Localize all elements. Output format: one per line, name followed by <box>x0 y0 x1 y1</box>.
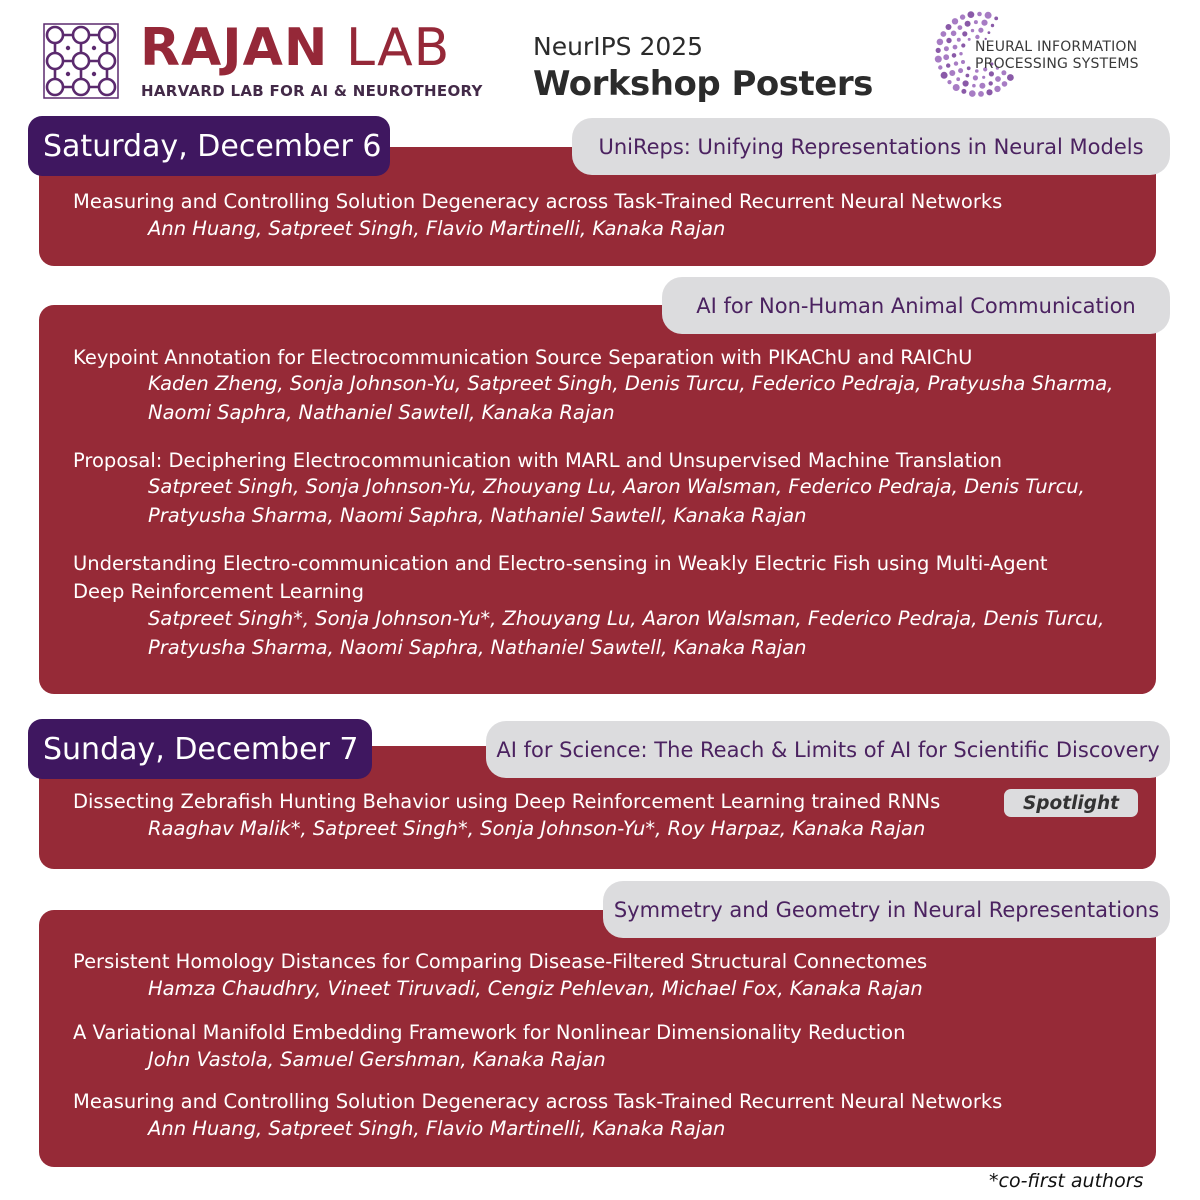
neurips-logo-dot <box>994 17 998 21</box>
neurips-logo-dot <box>977 12 982 17</box>
neurips-logo-dot <box>938 65 942 69</box>
day-label-saturday: Saturday, December 6 <box>28 116 390 176</box>
neurips-logo-dot <box>936 48 941 53</box>
paper-authors: Raaghav Malik*, Satpreet Singh*, Sonja Johnson-Yu*, Roy Harpaz, Kanaka Rajan <box>148 817 926 840</box>
neurips-logo-dot <box>954 61 958 65</box>
neurips-logo-dot <box>963 80 969 86</box>
day-label-sunday: Sunday, December 7 <box>28 719 372 779</box>
neurips-logo-dot <box>989 81 993 85</box>
spotlight-badge: Spotlight <box>1004 789 1138 817</box>
neurips-logo-dot <box>946 38 951 43</box>
paper-authors: Satpreet Singh, Sonja Johnson-Yu, Zhouyang Lu, Aaron Walsman, Federico Pedraja, Denis Turcu, <box>148 475 1085 498</box>
neurips-logo-dot <box>991 24 994 27</box>
neurips-logo-dot <box>951 31 957 37</box>
paper-authors: Ann Huang, Satpreet Singh, Flavio Martinelli, Kanaka Rajan <box>148 217 726 240</box>
paper-title: Dissecting Zebrafish Hunting Behavior using Deep Reinforcement Learning trained RNNs <box>73 790 941 813</box>
neurips-logo-dot <box>973 75 978 80</box>
workshop-name-animal-communication: AI for Non-Human Animal Communication <box>662 277 1170 334</box>
workshop-name-unireps: UniReps: Unifying Representations in Neural Models <box>572 118 1170 175</box>
neurips-logo-dot <box>959 52 962 55</box>
neurips-logo-dot <box>981 20 987 26</box>
neurips-logo-dot <box>937 39 944 46</box>
neurips-logo-dot <box>969 90 976 97</box>
neurips-logo-dot <box>952 18 958 24</box>
neurips-logo-dot <box>988 31 991 34</box>
neurips-logo-dot <box>965 21 971 27</box>
lab-subtitle: HARVARD LAB FOR AI & NEUROTHEORY <box>141 82 483 100</box>
neurips-logo-dot <box>935 56 942 63</box>
neurips-logo-dot <box>949 70 955 76</box>
neurips-logo-dot <box>957 38 961 42</box>
neurips-logo-dot <box>986 89 992 95</box>
neurips-logo-dot <box>994 86 1000 92</box>
paper-authors: Pratyusha Sharma, Naomi Saphra, Nathaniel Sawtell, Kanaka Rajan <box>148 504 807 527</box>
neurips-logo-dot <box>1007 74 1014 81</box>
neurips-logo-dot <box>966 74 970 78</box>
neurips-logo-dot <box>953 45 958 50</box>
neurips-line-2: PROCESSING SYSTEMS <box>975 56 1139 72</box>
neurips-logo-dot <box>978 91 984 97</box>
neurips-logo-dot <box>979 83 985 89</box>
paper-title: A Variational Manifold Embedding Framework for Nonlinear Dimensionality Reduction <box>73 1021 906 1044</box>
paper-title: Deep Reinforcement Learning <box>73 580 364 603</box>
paper-authors: Naomi Saphra, Nathaniel Sawtell, Kanaka Rajan <box>148 401 615 424</box>
lab-name <box>140 18 450 78</box>
neurips-logo-dot <box>958 68 963 73</box>
neurips-logo-dot <box>961 89 966 94</box>
lab-name-light: LAB <box>345 18 451 78</box>
neurips-logo-dot <box>946 63 950 67</box>
rajan-lab-logo-icon <box>42 22 120 100</box>
neurips-logo-dot <box>943 54 949 60</box>
neurips-logo-dot <box>967 66 971 70</box>
neurips-logo-dot <box>941 31 947 37</box>
lab-name-bold: RAJAN <box>140 18 329 78</box>
co-first-authors-footnote: *co-first authors <box>989 1170 1144 1192</box>
neurips-logo-dot <box>982 76 985 79</box>
neurips-logo-dot <box>941 72 948 79</box>
paper-title: Persistent Homology Distances for Comparing Disease-Filtered Structural Connectomes <box>73 950 928 973</box>
neurips-logo-dot <box>961 43 965 47</box>
paper-authors: Ann Huang, Satpreet Singh, Flavio Martinelli, Kanaka Rajan <box>148 1117 726 1140</box>
paper-authors: Satpreet Singh*, Sonja Johnson-Yu*, Zhouyang Lu, Aaron Walsman, Federico Pedraja, Denis Turcu, <box>148 607 1105 630</box>
neurips-logo-dot <box>1002 81 1008 87</box>
neurips-wordmark <box>975 39 1139 73</box>
neurips-logo-dot <box>995 76 1001 82</box>
paper-title: Proposal: Deciphering Electrocommunication with MARL and Unsupervised Machine Translation <box>73 449 1002 472</box>
paper-authors: Hamza Chaudhry, Vineet Tiruvadi, Cengiz Pehlevan, Michael Fox, Kanaka Rajan <box>148 977 923 1000</box>
paper-authors: Kaden Zheng, Sonja Johnson-Yu, Satpreet Singh, Denis Turcu, Federico Pedraja, Pratyusha Sharma, <box>148 372 1114 395</box>
neurips-logo-dot <box>946 24 952 30</box>
event-title: Workshop Posters <box>533 64 873 104</box>
neurips-logo-dot <box>978 28 983 33</box>
paper-title: Understanding Electro-communication and Electro-sensing in Weakly Electric Fish using Multi-Agent <box>73 552 1048 575</box>
neurips-logo-dot <box>947 80 951 84</box>
workshop-name-ai-for-science: AI for Science: The Reach & Limits of AI for Scientific Discovery <box>486 721 1170 778</box>
paper-title: Measuring and Controlling Solution Degeneracy across Task-Trained Recurrent Neural Networks <box>73 1090 1003 1113</box>
neurips-logo-dot <box>953 84 960 91</box>
neurips-logo-dot <box>962 31 967 36</box>
paper-title: Keypoint Annotation for Electrocommunication Source Separation with PIKAChU and RAIChU <box>73 346 973 369</box>
neurips-line-1: NEURAL INFORMATION <box>975 39 1138 55</box>
neurips-logo-dot <box>974 20 978 24</box>
paper-authors: John Vastola, Samuel Gershman, Kanaka Rajan <box>148 1048 606 1071</box>
neurips-logo-dot <box>958 25 963 30</box>
neurips-logo-dot <box>960 14 965 19</box>
neurips-logo-dot <box>972 84 976 88</box>
paper-title: Measuring and Controlling Solution Degeneracy across Task-Trained Recurrent Neural Networks <box>73 190 1003 213</box>
neurips-logo-dot <box>956 77 960 81</box>
neurips-logo-dot <box>968 38 971 41</box>
neurips-logo-dot <box>961 60 965 64</box>
event-year: NeurIPS 2025 <box>533 32 704 61</box>
paper-authors: Pratyusha Sharma, Naomi Saphra, Nathaniel Sawtell, Kanaka Rajan <box>148 636 807 659</box>
neurips-logo-dot <box>952 53 957 58</box>
neurips-logo-dot <box>968 11 975 18</box>
workshop-name-symmetry-geometry: Symmetry and Geometry in Neural Representations <box>603 881 1170 938</box>
neurips-logo-dot <box>944 46 949 51</box>
neurips-logo-dot <box>985 12 992 19</box>
neurips-logo-dot <box>971 29 974 32</box>
